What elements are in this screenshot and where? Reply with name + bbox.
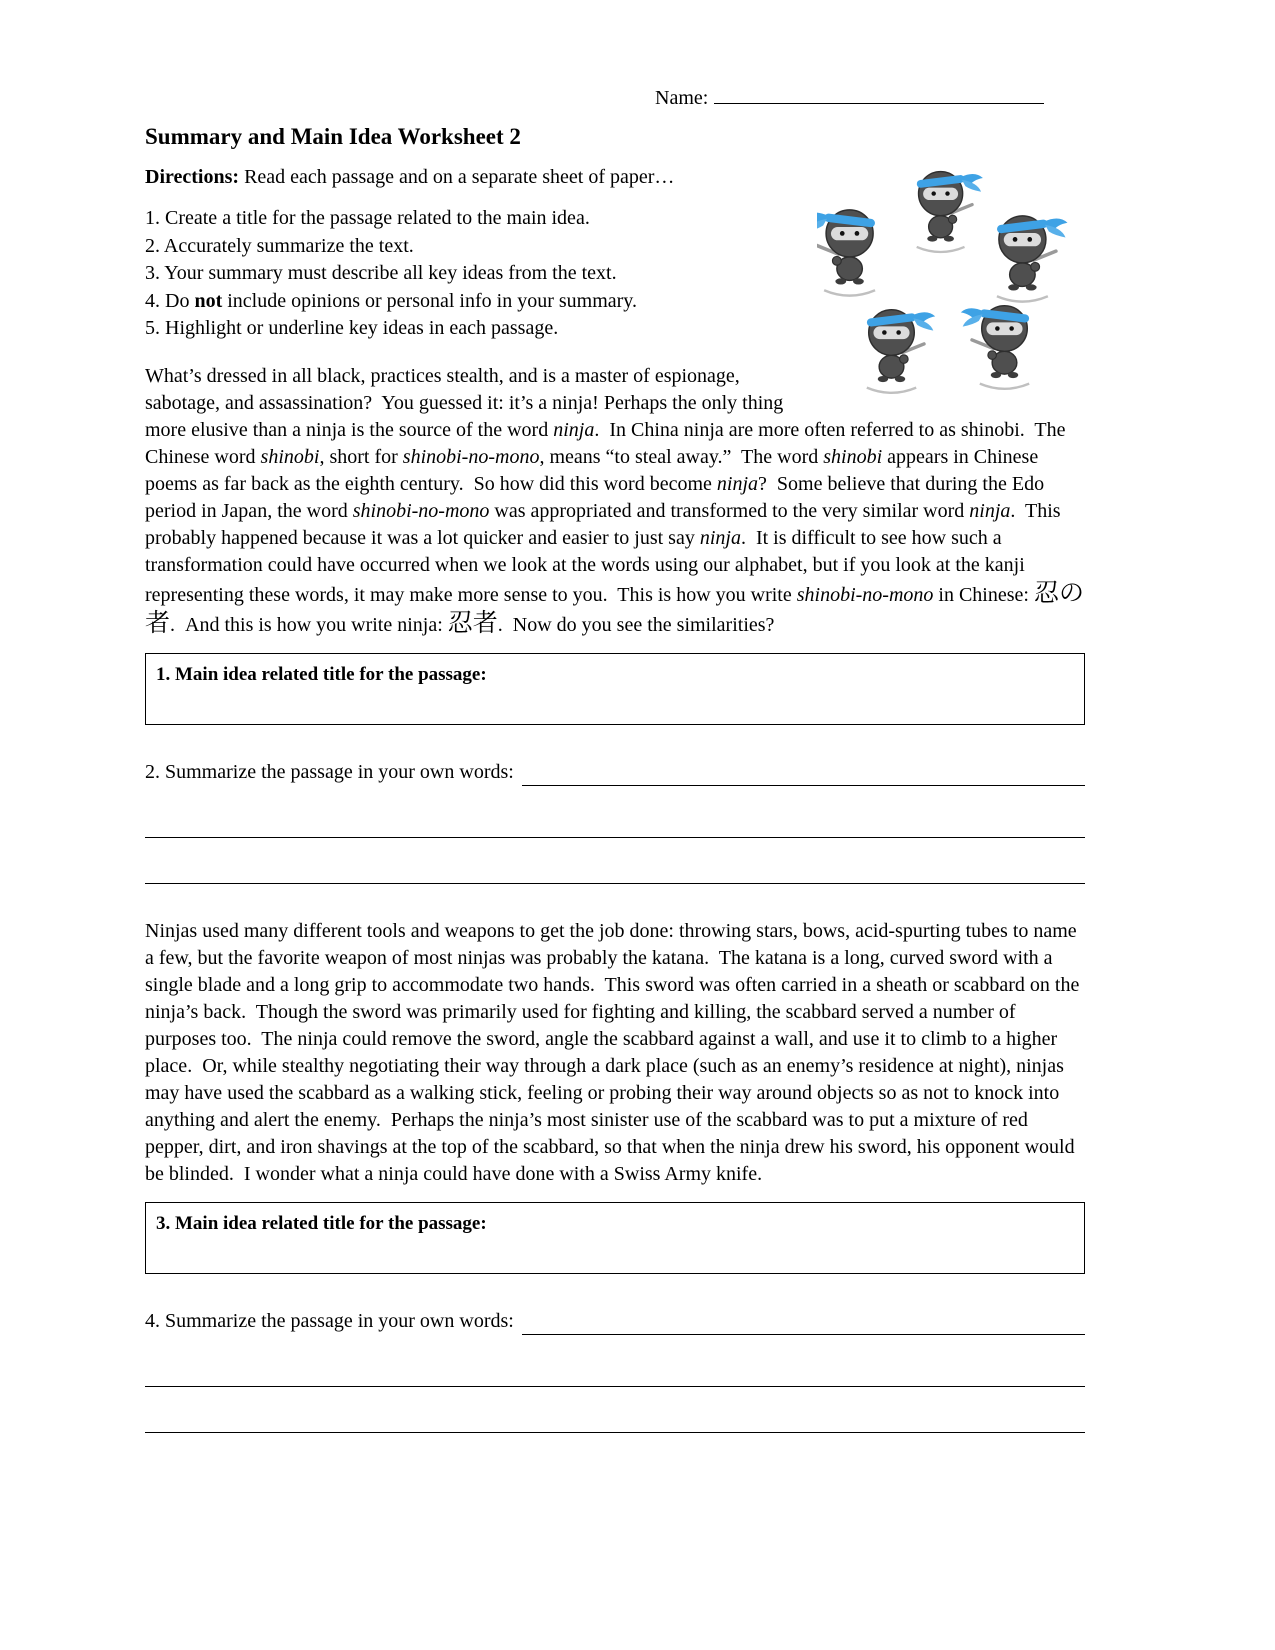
instruction-item-3: 3. Your summary must describe all key ideas from the text.: [145, 262, 617, 284]
title-box-1-label: 1. Main idea related title for the passage:: [156, 663, 487, 685]
instruction-item-5: 5. Highlight or underline key ideas in each passage.: [145, 317, 559, 339]
directions-line: Directions: Read each passage and on a separate sheet of paper…: [145, 166, 675, 188]
summarize-2-label: 4. Summarize the passage in your own words:: [145, 1309, 514, 1332]
summarize-1-label: 2. Summarize the passage in your own words:: [145, 760, 514, 783]
answer-line-1a: [145, 792, 1085, 838]
answer-line-1b: [145, 838, 1085, 884]
title-box-2: [145, 1202, 1085, 1274]
title-box-1: [145, 653, 1085, 725]
instruction-item-4: 4. Do not include opinions or personal info in your summary.: [145, 289, 637, 312]
summarize-row-2: [145, 1308, 1085, 1335]
instruction-item-1: 1. Create a title for the passage related to the main idea.: [145, 207, 590, 229]
summarize-1-blank-line: [522, 782, 1085, 786]
passage-1: What’s dressed in all black, practices stealth, and is a master of espionage, sabotage, and assassination? You guessed it: it’s a ninja! Perhaps the only thing more elusive than a ninja is the source of the word ninja. In China ninja are more often referred to as shinobi. The Chinese word shinobi, short for shinobi-no-mono, means “to steal away.” The word shinobi appears in Chinese poems as far back as the eighth century. So how did this word become ninja? Some believe that during the Edo period in Japan, the word shinobi-no-mono was appropriated and transformed to the very similar word ninja. This probably happened because it was a lot quicker and easier to just say ninja. It is difficult to see how such a transformation could have occurred when we look at the words using our alphabet, but if you look at the kanji representing these words, it may make more sense to you. This is how you write shinobi-no-mono in Chinese: 忍の者. And this is how you write ninja: 忍者. Now do you see the similarities?: [145, 364, 1084, 637]
name-label: Name:: [655, 87, 709, 109]
page-title: Summary and Main Idea Worksheet 2: [145, 124, 521, 149]
name-row: [655, 84, 1085, 112]
summarize-2-blank-line: [522, 1331, 1085, 1335]
answer-line-2b: [145, 1387, 1085, 1433]
instruction-item-2: 2. Accurately summarize the text.: [145, 234, 414, 257]
title-box-2-label: 3. Main idea related title for the passage:: [156, 1212, 487, 1234]
summarize-row-1: [145, 759, 1085, 786]
name-blank-line: [714, 84, 1044, 104]
passage-2: Ninjas used many different tools and weapons to get the job done: throwing stars, bows, acid-spurting tubes to name a few, but the favorite weapon of most ninjas was probably the katana. The katana is a long, curved sword with a single blade and a long grip to accommodate two hands. This sword was often carried in a sheath or scabbard on the ninja’s back. Though the sword was primarily used for fighting and killing, the scabbard served a number of purposes too. The ninja could remove the sword, angle the scabbard against a wall, and use it to climb to a higher place. Or, while stealthy negotiating their way through a dark place (such as an enemy’s residence at night), ninjas may have used the scabbard as a walking stick, feeling or probing their way around objects so as not to knock into anything and alert the enemy. Perhaps the ninja’s most sinister use of the scabbard was to put a mixture of red pepper, dirt, and iron shavings at the top of the scabbard, so that when the ninja drew his sword, his opponent would be blinded. I wonder what a ninja could have done with a Swiss Army knife.: [145, 919, 1085, 1185]
answer-line-2a: [145, 1341, 1085, 1387]
ninja-clipart: [817, 166, 1085, 398]
ninja-clipart-svg: [817, 166, 1085, 398]
